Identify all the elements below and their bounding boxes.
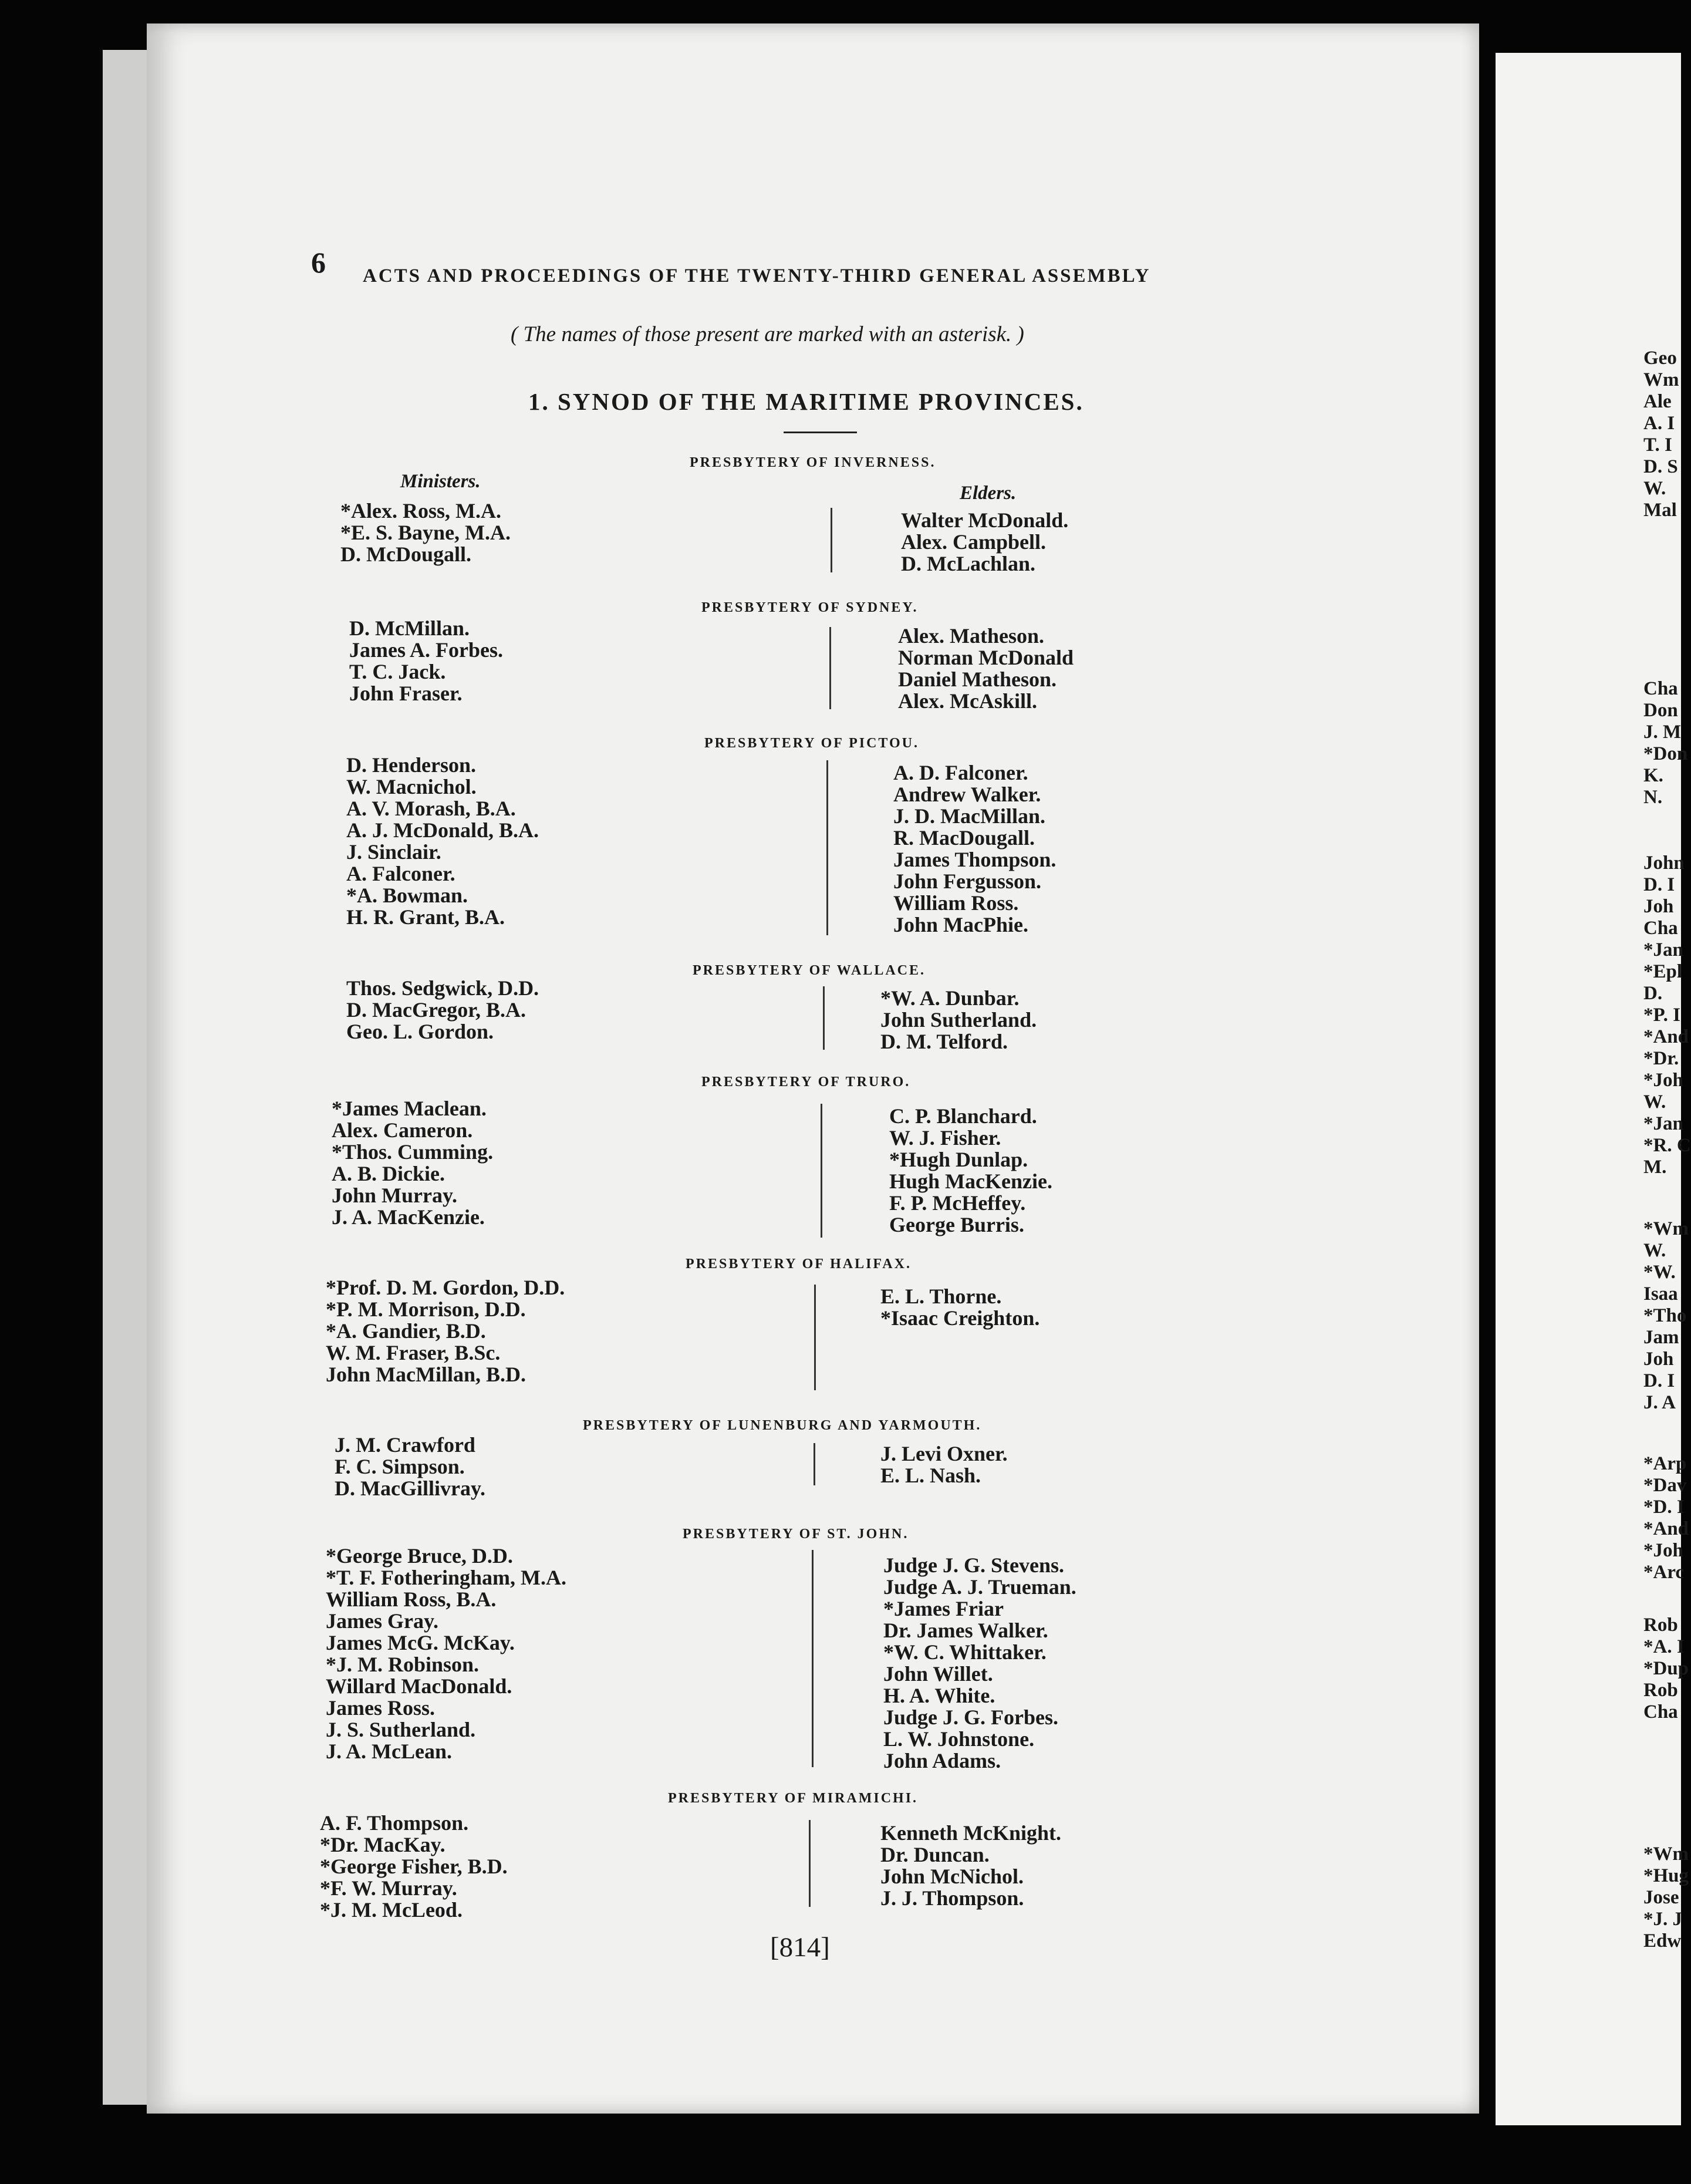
elder-name: E. L. Nash. [880, 1464, 981, 1487]
facing-page-fragment: Mal [1643, 500, 1677, 521]
minister-name: J. A. MacKenzie. [332, 1205, 485, 1229]
facing-page-fragment: *And [1643, 1518, 1689, 1539]
elder-name: W. J. Fisher. [889, 1126, 1001, 1150]
elder-name: *James Friar [883, 1597, 1004, 1620]
facing-page-fragment: *Epl [1643, 961, 1683, 982]
elder-name: A. D. Falconer. [893, 761, 1028, 784]
facing-page-fragment: *A. I [1643, 1636, 1685, 1657]
facing-page-fragment: *And [1643, 1026, 1689, 1047]
minister-name: John Fraser. [349, 682, 463, 705]
facing-page-fragment: Rob [1643, 1680, 1678, 1701]
presbytery-heading: PRESBYTERY OF PICTOU. [704, 736, 919, 751]
facing-page-fragment: Jam [1643, 1327, 1679, 1348]
minister-name: D. MacGregor, B.A. [346, 998, 526, 1022]
elder-name: John McNichol. [880, 1865, 1024, 1888]
minister-name: James McG. McKay. [326, 1631, 515, 1654]
facing-page-fragment: W. [1643, 1091, 1666, 1113]
elder-name: E. L. Thorne. [880, 1285, 1002, 1308]
elders-list [880, 1822, 1061, 1909]
minister-name: D. McDougall. [340, 542, 471, 566]
minister-name: A. V. Morash, B.A. [346, 797, 516, 820]
facing-page-fragment: Geo [1643, 348, 1677, 369]
elder-name: Alex. McAskill. [898, 689, 1037, 713]
presbytery-heading: PRESBYTERY OF MIRAMICHI. [668, 1791, 919, 1806]
facing-page-fragment: *Wm [1643, 1843, 1689, 1865]
facing-page-fragment: *Dup [1643, 1658, 1689, 1679]
facing-page-fragment: *R. C [1643, 1135, 1691, 1156]
facing-page-fragment: *J. J [1643, 1909, 1682, 1930]
presbytery-heading: PRESBYTERY OF INVERNESS. [690, 455, 936, 470]
column-divider [823, 986, 825, 1050]
facing-page-fragment: Rob [1643, 1615, 1678, 1636]
ministers-list [346, 978, 539, 1043]
presbytery-heading: PRESBYTERY OF TRURO. [701, 1074, 911, 1090]
elders-list [893, 762, 1056, 936]
presbytery-heading: PRESBYTERY OF WALLACE. [693, 963, 926, 978]
elder-name: John Sutherland. [880, 1008, 1037, 1032]
facing-page-fragment: Jose [1643, 1887, 1679, 1908]
minister-name: John Murray. [332, 1184, 458, 1207]
minister-name: *J. M. Robinson. [326, 1653, 480, 1676]
facing-page-fragment: *Dav [1643, 1475, 1687, 1496]
minister-name: D. McMillan. [349, 616, 470, 640]
facing-page-fragment: Isaa [1643, 1283, 1678, 1305]
facing-page-fragment: *P. I [1643, 1005, 1680, 1026]
facing-page-fragment: Cha [1643, 1701, 1678, 1723]
facing-page-fragment: Cha [1643, 678, 1678, 699]
minister-name: J. Sinclair. [346, 840, 441, 864]
column-divider [831, 508, 832, 572]
ministers-list [335, 1434, 485, 1499]
ministers-list [349, 618, 503, 705]
elder-name: John Adams. [883, 1749, 1001, 1772]
ministers-list [326, 1545, 566, 1762]
elder-name: L. W. Johnstone. [883, 1727, 1035, 1751]
facing-page-fragment: *Wm [1643, 1218, 1689, 1239]
presbytery-heading: PRESBYTERY OF HALIFAX. [686, 1256, 912, 1272]
elder-name: J. J. Thompson. [880, 1886, 1024, 1910]
elder-name: Daniel Matheson. [898, 668, 1057, 691]
minister-name: J. M. Crawford [335, 1433, 475, 1457]
column-divider [812, 1550, 814, 1767]
facing-page-fragment: *Don [1643, 743, 1688, 764]
facing-page-fragment: *Arp [1643, 1453, 1687, 1474]
ministers-list [346, 754, 539, 928]
minister-name: James A. Forbes. [349, 638, 503, 662]
minister-name: Alex. Cameron. [332, 1118, 473, 1142]
facing-page-fragment: *Tho [1643, 1305, 1687, 1326]
minister-name: J. A. McLean. [326, 1740, 452, 1763]
minister-name: *A. Gandier, B.D. [326, 1319, 486, 1343]
elder-name: Kenneth McKnight. [880, 1821, 1062, 1845]
elder-name: F. P. McHeffey. [889, 1191, 1026, 1215]
minister-name: *P. M. Morrison, D.D. [326, 1297, 526, 1321]
facing-page-fragment: *Dr. [1643, 1048, 1679, 1069]
minister-name: H. R. Grant, B.A. [346, 905, 505, 929]
minister-name: A. J. McDonald, B.A. [346, 818, 539, 842]
ministers-list [326, 1277, 565, 1386]
facing-page-fragment: T. I [1643, 434, 1672, 456]
elder-name: Dr. James Walker. [883, 1619, 1048, 1642]
facing-page-fragment: D. S [1643, 456, 1678, 477]
elder-name: D. McLachlan. [901, 552, 1035, 575]
elder-name: John Fergusson. [893, 869, 1042, 893]
minister-name: A. B. Dickie. [332, 1162, 445, 1185]
minister-name: *E. S. Bayne, M.A. [340, 521, 511, 544]
minister-name: *Prof. D. M. Gordon, D.D. [326, 1276, 565, 1299]
minister-name: D. Henderson. [346, 753, 477, 777]
elder-name: C. P. Blanchard. [889, 1104, 1037, 1128]
minister-name: *James Maclean. [332, 1097, 487, 1120]
page-footer-number: [814] [770, 1932, 830, 1963]
facing-page-fragment: Wm [1643, 369, 1679, 390]
facing-page-fragment: K. [1643, 765, 1663, 786]
facing-page-fragment: Ale [1643, 391, 1672, 412]
elder-name: Walter McDonald. [901, 508, 1069, 532]
minister-name: *George Fisher, B.D. [320, 1855, 508, 1878]
facing-page-fragment: *Arc [1643, 1562, 1685, 1583]
elder-name: *Isaac Creighton. [880, 1306, 1040, 1330]
facing-page-fragment: W. [1643, 478, 1666, 499]
minister-name: W. Macnichol. [346, 775, 477, 798]
elder-name: Judge A. J. Trueman. [883, 1575, 1076, 1599]
running-title: ACTS AND PROCEEDINGS OF THE TWENTY-THIRD GENERAL ASSEMBLY [363, 265, 1151, 287]
ministers-column-header: Ministers. [400, 471, 481, 492]
facing-page-fragment: *Joh [1643, 1070, 1683, 1091]
minister-name: W. M. Fraser, B.Sc. [326, 1341, 501, 1364]
ministers-list [340, 500, 511, 565]
facing-page-fragment: D. I [1643, 874, 1675, 895]
minister-name: *Alex. Ross, M.A. [340, 499, 501, 523]
minister-name: J. S. Sutherland. [326, 1718, 476, 1741]
facing-page-fragment: J. A [1643, 1392, 1676, 1413]
facing-page-fragment: D. I [1643, 1370, 1675, 1391]
minister-name: Geo. L. Gordon. [346, 1020, 494, 1043]
elders-column-header: Elders. [960, 483, 1017, 504]
elders-list [880, 987, 1037, 1053]
facing-page-fragment: *Jan [1643, 1113, 1683, 1134]
column-divider [809, 1820, 811, 1907]
elder-name: H. A. White. [883, 1684, 995, 1707]
minister-name: *J. M. McLeod. [320, 1898, 463, 1922]
elder-name: Hugh MacKenzie. [889, 1169, 1052, 1193]
minister-name: William Ross, B.A. [326, 1588, 497, 1611]
elders-list [889, 1106, 1052, 1236]
elder-name: Andrew Walker. [893, 783, 1041, 806]
ministers-list [332, 1098, 493, 1228]
minister-name: James Ross. [326, 1696, 435, 1720]
elder-name: James Thompson. [893, 848, 1057, 871]
column-divider [826, 760, 828, 935]
elders-list [880, 1286, 1039, 1329]
minister-name: Thos. Sedgwick, D.D. [346, 976, 539, 1000]
minister-name: *A. Bowman. [346, 884, 468, 907]
minister-name: A. Falconer. [346, 862, 455, 885]
facing-page-fragment: Edw [1643, 1930, 1682, 1952]
elder-name: *W. A. Dunbar. [880, 986, 1020, 1010]
minister-name: T. C. Jack. [349, 660, 446, 683]
elders-list [883, 1555, 1076, 1772]
elder-name: George Burris. [889, 1213, 1024, 1236]
facing-page-fragment: N. [1643, 787, 1663, 808]
elders-list [901, 510, 1068, 575]
facing-page-fragment: *W. [1643, 1262, 1676, 1283]
facing-page-fragment: W. [1643, 1240, 1666, 1261]
minister-name: *Dr. MacKay. [320, 1833, 445, 1856]
presbytery-heading: PRESBYTERY OF LUNENBURG AND YARMOUTH. [583, 1418, 982, 1433]
facing-page-fragment: Joh [1643, 896, 1674, 917]
facing-page-fragment: D. [1643, 983, 1663, 1004]
facing-page-fragment: Joh [1643, 1349, 1674, 1370]
column-divider [829, 627, 831, 709]
elder-name: J. Levi Oxner. [880, 1442, 1008, 1465]
elder-name: Alex. Matheson. [898, 624, 1044, 648]
asterisk-note: ( The names of those present are marked with an asterisk. ) [511, 322, 1024, 346]
facing-page-fragment: *D. I [1643, 1497, 1685, 1518]
facing-page-fragment: A. I [1643, 413, 1675, 434]
facing-page-fragment: John [1643, 852, 1685, 874]
synod-heading: 1. SYNOD OF THE MARITIME PROVINCES. [528, 388, 1084, 415]
elder-name: J. D. MacMillan. [893, 804, 1045, 828]
column-divider [821, 1104, 822, 1238]
facing-page-fragment: *Jan [1643, 939, 1683, 960]
elder-name: Judge J. G. Stevens. [883, 1553, 1065, 1577]
page-number: 6 [311, 246, 326, 279]
facing-page-fragment: *Hug [1643, 1865, 1689, 1886]
elder-name: *Hugh Dunlap. [889, 1148, 1028, 1171]
presbytery-heading: PRESBYTERY OF SYDNEY. [701, 600, 919, 615]
ministers-list [320, 1812, 508, 1921]
column-divider [814, 1285, 816, 1390]
facing-page-fragment: M. [1643, 1157, 1667, 1178]
minister-name: *T. F. Fotheringham, M.A. [326, 1566, 566, 1589]
presbytery-heading: PRESBYTERY OF ST. JOHN. [683, 1526, 909, 1542]
elder-name: Judge J. G. Forbes. [883, 1706, 1059, 1729]
synod-underline [784, 432, 857, 433]
facing-page-fragment: Don [1643, 700, 1678, 721]
elder-name: R. MacDougall. [893, 826, 1035, 850]
elder-name: John Willet. [883, 1662, 993, 1686]
elder-name: Alex. Campbell. [901, 530, 1046, 554]
elders-list [898, 625, 1074, 712]
elder-name: William Ross. [893, 891, 1019, 915]
elder-name: Norman McDonald [898, 646, 1074, 669]
facing-page-fragment: J. M [1643, 722, 1682, 743]
minister-name: D. MacGillivray. [335, 1477, 485, 1500]
elder-name: *W. C. Whittaker. [883, 1640, 1047, 1664]
facing-page-fragment: Cha [1643, 918, 1678, 939]
minister-name: F. C. Simpson. [335, 1455, 465, 1478]
minister-name: *George Bruce, D.D. [326, 1544, 513, 1568]
minister-name: *F. W. Murray. [320, 1876, 457, 1900]
column-divider [814, 1443, 815, 1485]
minister-name: *Thos. Cumming. [332, 1140, 494, 1164]
minister-name: Willard MacDonald. [326, 1674, 512, 1698]
elder-name: John MacPhie. [893, 913, 1028, 936]
elder-name: D. M. Telford. [880, 1030, 1008, 1053]
minister-name: James Gray. [326, 1609, 438, 1633]
elder-name: Dr. Duncan. [880, 1843, 990, 1866]
elders-list [880, 1443, 1008, 1487]
facing-page-fragment: *Joh [1643, 1540, 1683, 1561]
minister-name: A. F. Thompson. [320, 1811, 469, 1835]
minister-name: John MacMillan, B.D. [326, 1363, 526, 1386]
